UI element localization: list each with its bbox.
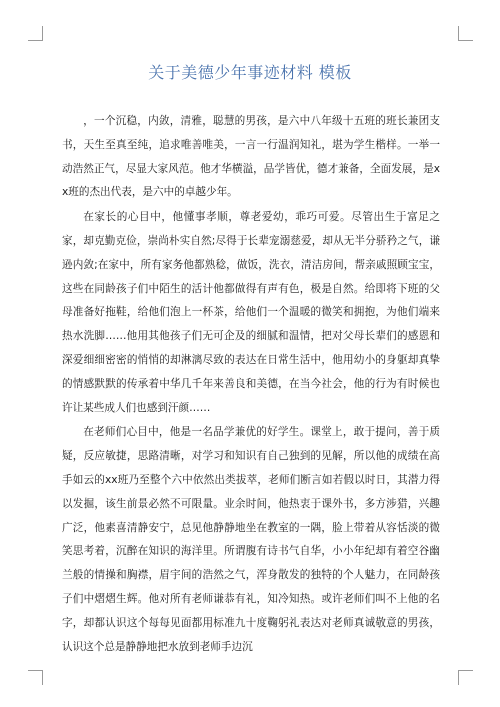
crop-mark-bottom-right — [458, 670, 473, 685]
crop-mark-bottom-left — [28, 670, 43, 685]
document-body — [62, 110, 440, 660]
crop-mark-top-left — [28, 26, 43, 41]
paragraph-teachers-view: 在老师们心目中，他是一名品学兼优的好学生。课堂上，敢于提问，善于质疑，反应敏捷，思路清晰，对学习和知识有自己独到的见解，所以他的成绩在高手如云的xx班乃至整个六中依然出类拔萃，老师们断言如若假以时日，其潜力得以发掘，该生前景必然不可限量。业余时间，他热衷于课外书，多方涉猎，兴趣广泛，他素喜清静安宁，总见他静静地坐在教室的一隅，脸上带着从容恬淡的微笑思考着，沉醉在知识的海洋里。所谓腹有诗书气自华，小小年纪却有着空谷幽兰般的情操和胸襟，眉宇间的浩然之气，浑身散发的独特的个人魅力，在同龄孩子们中熠熠生辉。他对所有老师谦恭有礼，知冷知热。或许老师们叫不上他的名字，却都认识这个每每见面都用标准九十度鞠躬礼表达对老师真诚敬意的男孩，认识这个总是静静地把水放到老师手边沉 — [62, 426, 440, 653]
document-title: 关于美德少年事迹材料 模板 — [148, 63, 352, 82]
paragraph-introduction: ，一个沉稳，内敛，清雅，聪慧的男孩，是六中八年级十五班的班长兼团支书，天生至真至纯，追求唯善唯美，一言一行温润知礼，堪为学生楷样。一举一动浩然正气，尽显大家风范。他才华横溢，品学皆优，德才兼备，全面发展，是xx班的杰出代表，是六中的卓越少年。 — [62, 115, 440, 199]
crop-mark-top-right — [458, 26, 473, 41]
paragraph-parents-view: 在家长的心目中，他懂事孝顺，尊老爱幼，乖巧可爱。尽管出生于富足之家，却克勤克俭，崇尚朴实自然;尽得于长辈宠溺慈爱，却从无半分骄矜之气，谦逊内敛;在家中，所有家务他都熟稔，做饭，洗衣，清洁房间，帮亲戚照顾宝宝，这些在同龄孩子们中陌生的活计他都做得有声有色，极是自然。给即将下班的父母准备好拖鞋，给他们泡上一杯茶，给他们一个温暖的微笑和拥抱，为他们端来热水洗脚……他用其他孩子们无可企及的细腻和温情，把对父母长辈们的感恩和深爱细细密密的悄悄的却淋漓尽致的表达在日常生活中，他用幼小的身躯却真挚的情感默默的传承着中华几千年来善良和美德，在当今社会，他的行为有时候也许让某些成人们也感到汗颜…… — [62, 211, 440, 414]
